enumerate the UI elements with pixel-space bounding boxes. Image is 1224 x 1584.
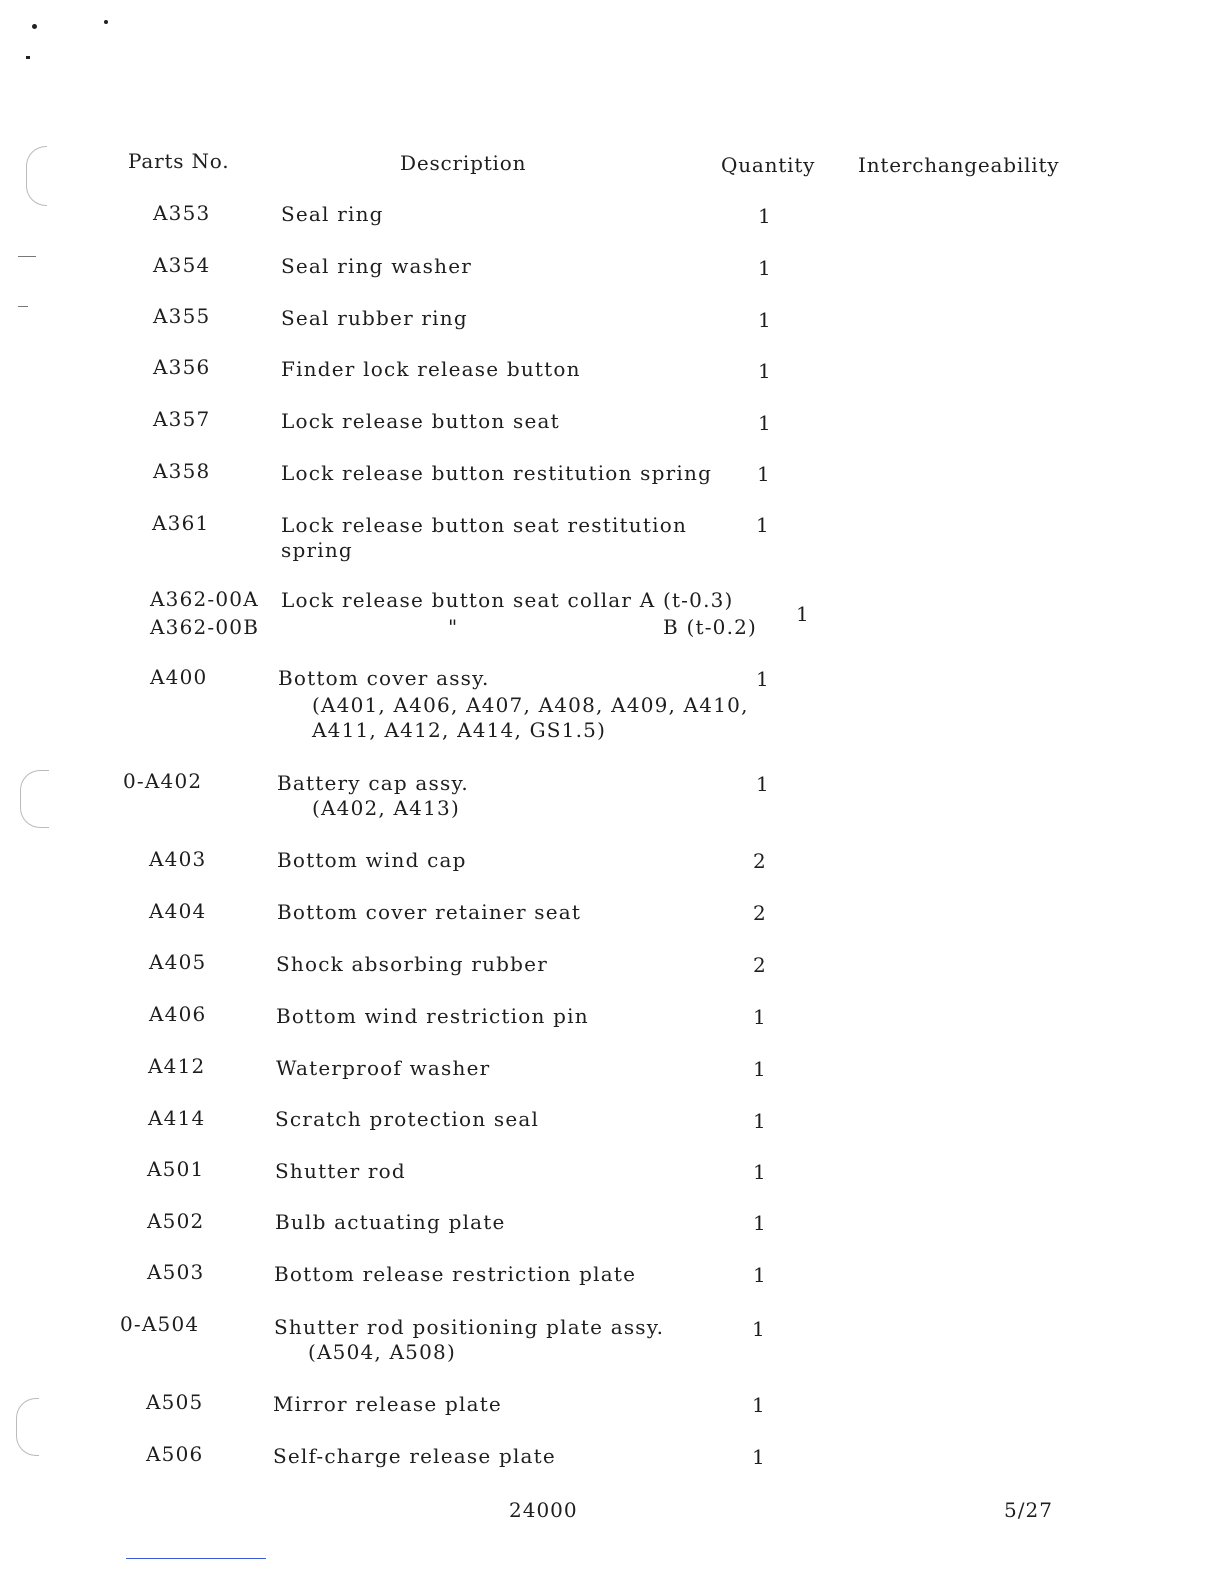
part-quantity: 1 xyxy=(757,462,771,486)
scan-smudge xyxy=(16,1398,39,1456)
part-description: Bottom wind restriction pin xyxy=(276,1004,589,1028)
part-description: Bottom release restriction plate xyxy=(274,1262,637,1286)
part-description: Seal ring washer xyxy=(281,254,472,278)
scan-smudge xyxy=(20,770,49,828)
part-description: Scratch protection seal xyxy=(275,1107,540,1131)
part-description: Self-charge release plate xyxy=(273,1444,556,1468)
part-description-cont: spring xyxy=(281,538,353,562)
part-quantity: 1 xyxy=(758,359,772,383)
part-number: A357 xyxy=(153,407,211,431)
part-quantity: 1 xyxy=(753,1005,767,1029)
part-quantity: 2 xyxy=(753,849,767,873)
part-quantity: 2 xyxy=(753,901,767,925)
part-quantity: 1 xyxy=(753,1057,767,1081)
part-description: Bulb actuating plate xyxy=(275,1210,506,1234)
part-description: Lock release button seat xyxy=(281,409,560,433)
part-description: Finder lock release button xyxy=(281,357,581,381)
part-number: 0-A504 xyxy=(120,1312,200,1336)
scan-dash xyxy=(18,256,36,257)
part-description: Bottom cover retainer seat xyxy=(277,900,582,924)
part-number: A362-00A xyxy=(150,587,259,611)
part-description: Lock release button restitution spring xyxy=(281,461,713,485)
part-number: A404 xyxy=(149,899,207,923)
part-description: Seal rubber ring xyxy=(281,306,468,330)
part-number: A403 xyxy=(149,847,207,871)
part-description: Seal ring xyxy=(281,202,384,226)
part-number: A506 xyxy=(146,1442,204,1466)
part-description: Battery cap assy. xyxy=(277,771,469,795)
part-quantity: 1 xyxy=(758,411,772,435)
part-number: A412 xyxy=(148,1054,206,1078)
part-quantity: 1 xyxy=(756,772,770,796)
part-number: A400 xyxy=(150,665,208,689)
part-quantity: 1 xyxy=(796,602,810,626)
part-description-cont: A411, A412, A414, GS1.5) xyxy=(312,718,607,742)
scan-underline xyxy=(126,1558,266,1559)
part-number: A414 xyxy=(148,1106,206,1130)
part-number: A358 xyxy=(153,459,211,483)
part-number: A355 xyxy=(153,304,211,328)
part-number: A356 xyxy=(153,355,211,379)
header-interchangeability: Interchangeability xyxy=(858,153,1060,177)
part-quantity: 1 xyxy=(752,1393,766,1417)
scan-dot xyxy=(32,24,37,29)
part-description: Bottom wind cap xyxy=(277,848,467,872)
part-quantity: 1 xyxy=(758,256,772,280)
part-description-cont: (A401, A406, A407, A408, A409, A410, xyxy=(312,693,749,717)
part-quantity: 1 xyxy=(758,204,772,228)
document-number: 24000 xyxy=(509,1498,578,1522)
part-number: 0-A402 xyxy=(123,769,203,793)
part-number: A503 xyxy=(147,1260,205,1284)
part-quantity: 1 xyxy=(758,308,772,332)
part-description-cont: (A504, A508) xyxy=(308,1340,456,1364)
part-description-cont: (A402, A413) xyxy=(312,796,460,820)
part-description: Mirror release plate xyxy=(273,1392,502,1416)
header-quantity: Quantity xyxy=(721,153,816,177)
scan-dot xyxy=(26,56,30,59)
part-description: Lock release button seat restitution xyxy=(281,513,688,537)
part-quantity: 1 xyxy=(756,513,770,537)
scan-smudge xyxy=(26,146,47,206)
part-quantity: 2 xyxy=(753,953,767,977)
part-description-cont: B (t-0.2) xyxy=(663,615,758,639)
part-description: Shock absorbing rubber xyxy=(276,952,548,976)
part-quantity: 1 xyxy=(752,1445,766,1469)
scan-dot xyxy=(104,20,108,24)
part-number: A501 xyxy=(147,1157,205,1181)
header-description: Description xyxy=(400,151,527,175)
part-quantity: 1 xyxy=(752,1317,766,1341)
part-quantity: 1 xyxy=(756,667,770,691)
scan-dash xyxy=(18,306,28,307)
part-number: A354 xyxy=(153,253,211,277)
part-quantity: 1 xyxy=(753,1160,767,1184)
part-description: Shutter rod positioning plate assy. xyxy=(274,1315,665,1339)
ditto-mark: " xyxy=(448,615,459,639)
part-description: Waterproof washer xyxy=(276,1056,491,1080)
part-quantity: 1 xyxy=(753,1109,767,1133)
part-number: A361 xyxy=(152,511,210,535)
part-number-variant: A362-00B xyxy=(150,615,260,639)
header-parts-no: Parts No. xyxy=(128,149,230,173)
part-description: Lock release button seat collar A (t-0.3) xyxy=(281,588,734,612)
part-quantity: 1 xyxy=(753,1263,767,1287)
page-number: 5/27 xyxy=(1004,1498,1053,1522)
part-number: A406 xyxy=(149,1002,207,1026)
part-quantity: 1 xyxy=(753,1211,767,1235)
part-number: A502 xyxy=(147,1209,205,1233)
part-number: A505 xyxy=(146,1390,204,1414)
part-description: Bottom cover assy. xyxy=(278,666,490,690)
part-number: A405 xyxy=(149,950,207,974)
part-description: Shutter rod xyxy=(275,1159,406,1183)
part-number: A353 xyxy=(153,201,211,225)
